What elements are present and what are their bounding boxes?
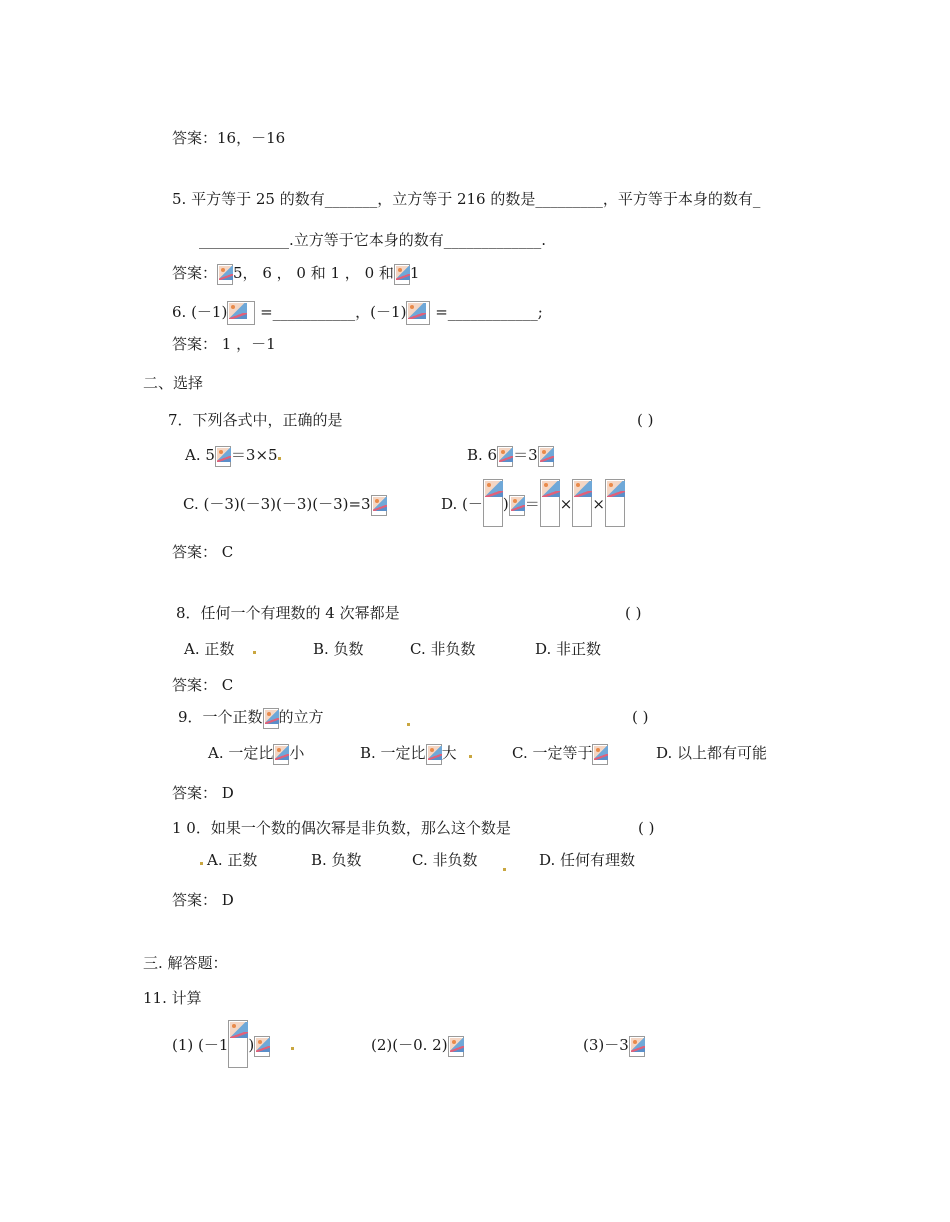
question-6 [172, 301, 543, 325]
answer-7: 答案： C [172, 543, 234, 561]
answer-4: 答案：16，－16 [172, 129, 286, 147]
formula-image-icon [371, 495, 387, 516]
question-8-option-c: C. 非负数 [410, 640, 476, 658]
question-10-option-a [200, 850, 257, 870]
question-7-option-d [441, 479, 625, 529]
formula-image-icon [509, 495, 525, 516]
question-7-option-c [183, 494, 387, 516]
option-d-times: × [592, 495, 605, 513]
answer-5 [172, 263, 419, 285]
question-8-option-d: D. 非正数 [535, 640, 602, 658]
option-a-text: A. 一定比 [208, 744, 274, 762]
question-9-option-b [360, 743, 472, 765]
answer-6: 答案： 1 ，－1 [172, 335, 276, 353]
option-a-text: A. 正数 [184, 640, 235, 658]
formula-image-icon [228, 1020, 248, 1068]
question-6-part-b: =___________，(－1) [260, 303, 407, 321]
formula-image-icon [227, 301, 255, 325]
option-a-rest: ＝3×5 [230, 446, 278, 464]
part-2-text: (2)(－0. 2) [371, 1036, 448, 1054]
option-d-text: D. (－ [441, 495, 483, 513]
option-a-rest: 小 [289, 744, 305, 762]
mark-dot [253, 651, 256, 654]
option-d-times: × [559, 495, 573, 513]
section-3-heading: 三. 解答题： [143, 954, 228, 972]
formula-image-icon [605, 479, 625, 527]
question-7-option-a [185, 445, 281, 467]
question-7-option-b [467, 445, 554, 467]
question-11-stem: 11. 计算 [143, 989, 202, 1007]
question-9-stem-text: 9．一个正数 [178, 708, 263, 726]
formula-image-icon [483, 479, 503, 527]
question-10-option-d: D. 任何有理数 [539, 851, 636, 869]
section-2-heading: 二、选择 [143, 374, 204, 392]
option-b-text: B. 一定比 [360, 744, 426, 762]
question-11-part-1 [172, 1020, 294, 1070]
option-c-text: C. 一定等于 [512, 744, 593, 762]
formula-image-icon [629, 1036, 645, 1057]
question-6-part-c: =____________; [435, 303, 543, 321]
formula-image-icon [592, 744, 608, 765]
question-9-answer-paren: ( ) [632, 708, 649, 726]
part-1-text: (1) (－1 [172, 1036, 229, 1054]
answer-9: 答案： D [172, 784, 234, 802]
question-8-option-a [184, 639, 256, 659]
formula-image-icon [426, 744, 442, 765]
mark-dot [469, 755, 472, 758]
question-10-answer-paren: ( ) [638, 819, 655, 837]
option-b-rest: 大 [441, 744, 457, 762]
part-3-text: (3)－3 [583, 1036, 629, 1054]
mark-dot [200, 862, 203, 865]
answer-10: 答案： D [172, 891, 234, 909]
option-a-text: A. 5 [185, 446, 215, 464]
question-7-stem: 7．下列各式中，正确的是 [168, 411, 343, 429]
answer-8: 答案： C [172, 676, 234, 694]
question-10-stem: 1 0．如果一个数的偶次幂是非负数，那么这个数是 [172, 819, 511, 837]
mark-dot [407, 711, 410, 731]
mark-dot [278, 457, 281, 460]
formula-image-icon [406, 301, 430, 325]
question-8-option-b: B. 负数 [313, 640, 364, 658]
option-d-paren: ) [502, 495, 509, 513]
question-9-option-c [512, 743, 608, 765]
question-5-line-2: ____________.立方等于它本身的数有_____________. [199, 231, 547, 249]
formula-image-icon [540, 479, 560, 527]
formula-image-icon [217, 264, 233, 285]
answer-5-text: 5， 6 ， 0 和 1 ， 0 和 [233, 264, 394, 282]
question-9-option-d: D. 以上都有可能 [656, 744, 768, 762]
formula-image-icon [538, 446, 554, 467]
option-b-text: B. 6 [467, 446, 498, 464]
question-11-part-2 [371, 1035, 464, 1057]
question-10-option-c: C. 非负数 [412, 851, 478, 869]
mark-dot [291, 1047, 294, 1050]
option-b-rest: ＝3 [513, 446, 538, 464]
formula-image-icon [497, 446, 513, 467]
question-10-option-b: B. 负数 [311, 851, 362, 869]
answer-5-label: 答案： [172, 264, 218, 282]
option-a-text: A. 正数 [207, 851, 258, 869]
question-8-answer-paren: ( ) [625, 604, 642, 622]
formula-image-icon [263, 708, 279, 729]
question-9-stem-rest: 的立方 [278, 708, 324, 726]
part-1-paren: ) [248, 1036, 255, 1054]
question-11-part-3 [583, 1035, 645, 1057]
formula-image-icon [394, 264, 410, 285]
question-5-line-1: 5. 平方等于 25 的数有_______，立方等于 216 的数是_________，平方等于本身的数有_ [172, 190, 761, 208]
answer-5-tail: 1 [409, 264, 420, 282]
formula-image-icon [215, 446, 231, 467]
question-8-stem: 8．任何一个有理数的 4 次幂都是 [176, 604, 400, 622]
question-6-part-a: 6. (－1) [172, 303, 228, 321]
formula-image-icon [448, 1036, 464, 1057]
formula-image-icon [572, 479, 592, 527]
question-7-answer-paren: ( ) [637, 411, 654, 429]
question-9-stem [178, 707, 324, 729]
option-c-text: C. (－3)(－3)(－3)(－3)=3 [183, 495, 371, 513]
question-9-option-a [208, 743, 304, 765]
option-d-equals: ＝ [524, 495, 540, 513]
formula-image-icon [273, 744, 289, 765]
mark-dot [503, 856, 506, 876]
formula-image-icon [254, 1036, 270, 1057]
